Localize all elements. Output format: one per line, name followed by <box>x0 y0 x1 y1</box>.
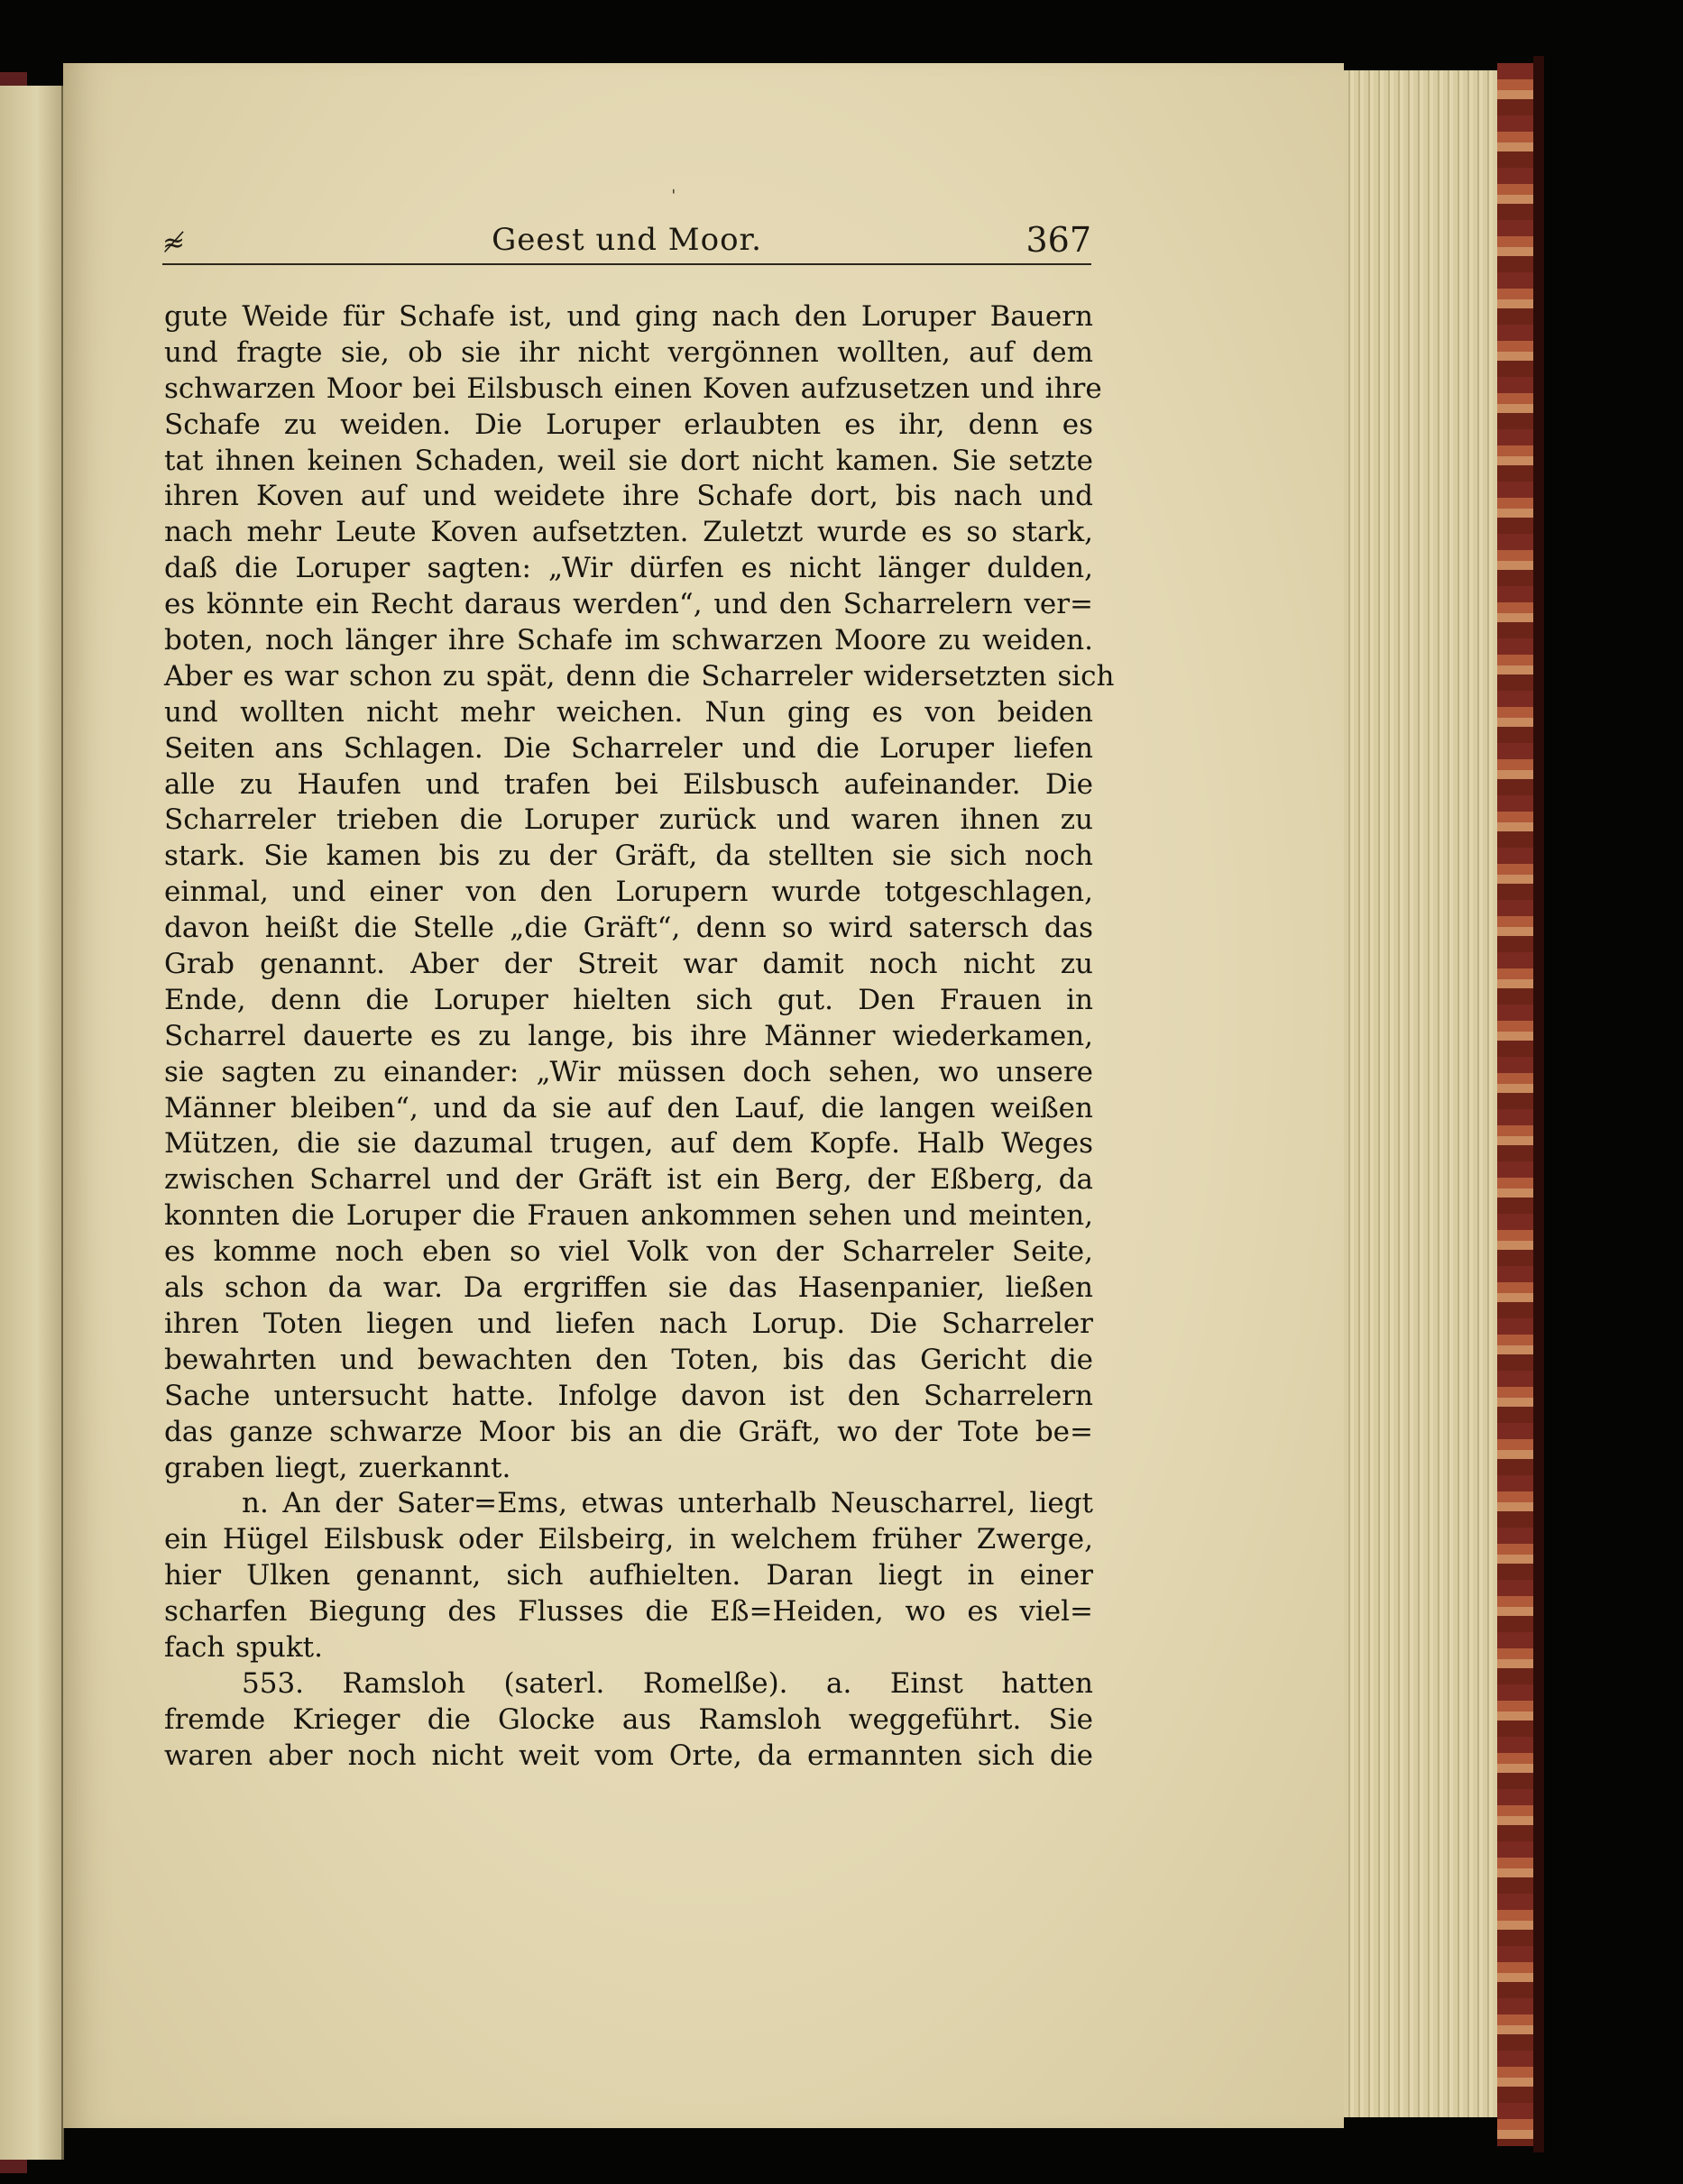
text-line: stark. Sie kamen bis zu der Gräft, da stellten sie sich noch <box>164 840 1093 873</box>
text-line: Scharreler trieben die Loruper zurück und waren ihnen zu <box>164 803 1093 837</box>
text-line: 553. Ramsloh (saterl. Romelße). a. Einst hatten <box>242 1666 1093 1700</box>
text-line: tat ihnen keinen Schaden, weil sie dort nicht kamen. Sie setzte <box>164 444 1093 477</box>
ornament-icon: ≉ <box>162 227 186 259</box>
text-line: ihren Koven auf und weidete ihre Schafe dort, bis nach und <box>164 480 1093 513</box>
text-line: Scharrel dauerte es zu lange, bis ihre Männer wiederkamen, <box>164 1019 1093 1052</box>
text-line: scharfen Biegung des Flusses die Eß=Heiden, wo es viel= <box>164 1595 1093 1629</box>
text-line: Seiten ans Schlagen. Die Scharreler und die Loruper liefen <box>164 731 1093 765</box>
text-line: sie sagten zu einander: „Wir müssen doch sehen, wo unsere <box>164 1055 1093 1088</box>
text-line: Sache untersucht hatte. Infolge davon ist den Scharrelern <box>164 1379 1093 1412</box>
text-line: Männer bleiben“, und da sie auf den Lauf, die langen weißen <box>164 1091 1093 1124</box>
text-line: Schafe zu weiden. Die Loruper erlaubten es ihr, denn es <box>164 408 1093 441</box>
text-line: ein Hügel Eilsbusk oder Eilsbeirg, in welchem früher Zwerge, <box>164 1523 1093 1556</box>
running-title: Geest und Moor. <box>492 222 762 258</box>
text-line: davon heißt die Stelle „die Gräft“, denn so wird satersch das <box>164 912 1093 945</box>
page-number: 367 <box>1025 220 1091 260</box>
text-line: gute Weide für Schafe ist, und ging nach den Loruper Bauern <box>164 300 1093 333</box>
text-line: Grab genannt. Aber der Streit war damit noch nicht zu <box>164 948 1093 981</box>
text-line: das ganze schwarze Moor bis an die Gräft, wo der Tote be= <box>164 1415 1093 1448</box>
page-edges <box>1344 70 1497 2117</box>
text-line: zwischen Scharrel und der Gräft ist ein Berg, der Eßberg, da <box>164 1163 1093 1197</box>
text-line: daß die Loruper sagten: „Wir dürfen es nicht länger dulden, <box>164 552 1093 585</box>
text-line: Aber es war schon zu spät, denn die Scharreler widersetzten sich <box>164 659 1115 693</box>
text-line: es könnte ein Recht daraus werden“, und den Scharrelern ver= <box>164 588 1093 621</box>
text-line: bewahrten und bewachten den Toten, bis das Gericht die <box>164 1343 1093 1376</box>
text-line: konnten die Loruper die Frauen ankommen sehen und meinten, <box>164 1199 1093 1233</box>
running-header <box>162 216 1091 262</box>
header-rule <box>162 263 1091 265</box>
text-line: ihren Toten liegen und liefen nach Lorup. Die Scharreler <box>164 1307 1093 1340</box>
text-line: waren aber noch nicht weit vom Orte, da ermannten sich die <box>164 1739 1093 1772</box>
previous-page-edge <box>0 86 64 2160</box>
cover-edge <box>1533 56 1544 2152</box>
marbled-edge <box>1497 63 1533 2146</box>
text-line: hier Ulken genannt, sich aufhielten. Daran liegt in einer <box>164 1559 1093 1592</box>
body-text <box>164 299 1115 1775</box>
text-line: Ende, denn die Loruper hielten sich gut. Den Frauen in <box>164 983 1093 1016</box>
text-line: und wollten nicht mehr weichen. Nun ging es von beiden <box>164 695 1093 729</box>
text-line: nach mehr Leute Koven aufsetzten. Zuletzt wurde es so stark, <box>164 516 1093 549</box>
text-line: fach spukt. <box>164 1630 323 1664</box>
text-line: alle zu Haufen und trafen bei Eilsbusch aufeinander. Die <box>164 767 1093 801</box>
text-line: Mützen, die sie dazumal trugen, auf dem Kopfe. Halb Weges <box>164 1127 1093 1161</box>
text-line: als schon da war. Da ergriffen sie das Hasenpanier, ließen <box>164 1271 1093 1305</box>
text-line: fremde Krieger die Glocke aus Ramsloh weggeführt. Sie <box>164 1702 1093 1736</box>
text-line: n. An der Sater=Ems, etwas unterhalb Neuscharrel, liegt <box>242 1487 1093 1520</box>
text-line: graben liegt, zuerkannt. <box>164 1451 511 1484</box>
text-line: und fragte sie, ob sie ihr nicht vergönnen wollten, auf dem <box>164 335 1093 369</box>
print-mark: ˈ <box>671 186 676 207</box>
text-line: boten, noch länger ihre Schafe im schwarzen Moore zu weiden. <box>164 624 1093 657</box>
text-line: schwarzen Moor bei Eilsbusch einen Koven aufzusetzen und ihre <box>164 372 1102 405</box>
text-line: einmal, und einer von den Lorupern wurde totgeschlagen, <box>164 876 1093 909</box>
text-line: es komme noch eben so viel Volk von der Scharreler Seite, <box>164 1235 1093 1269</box>
